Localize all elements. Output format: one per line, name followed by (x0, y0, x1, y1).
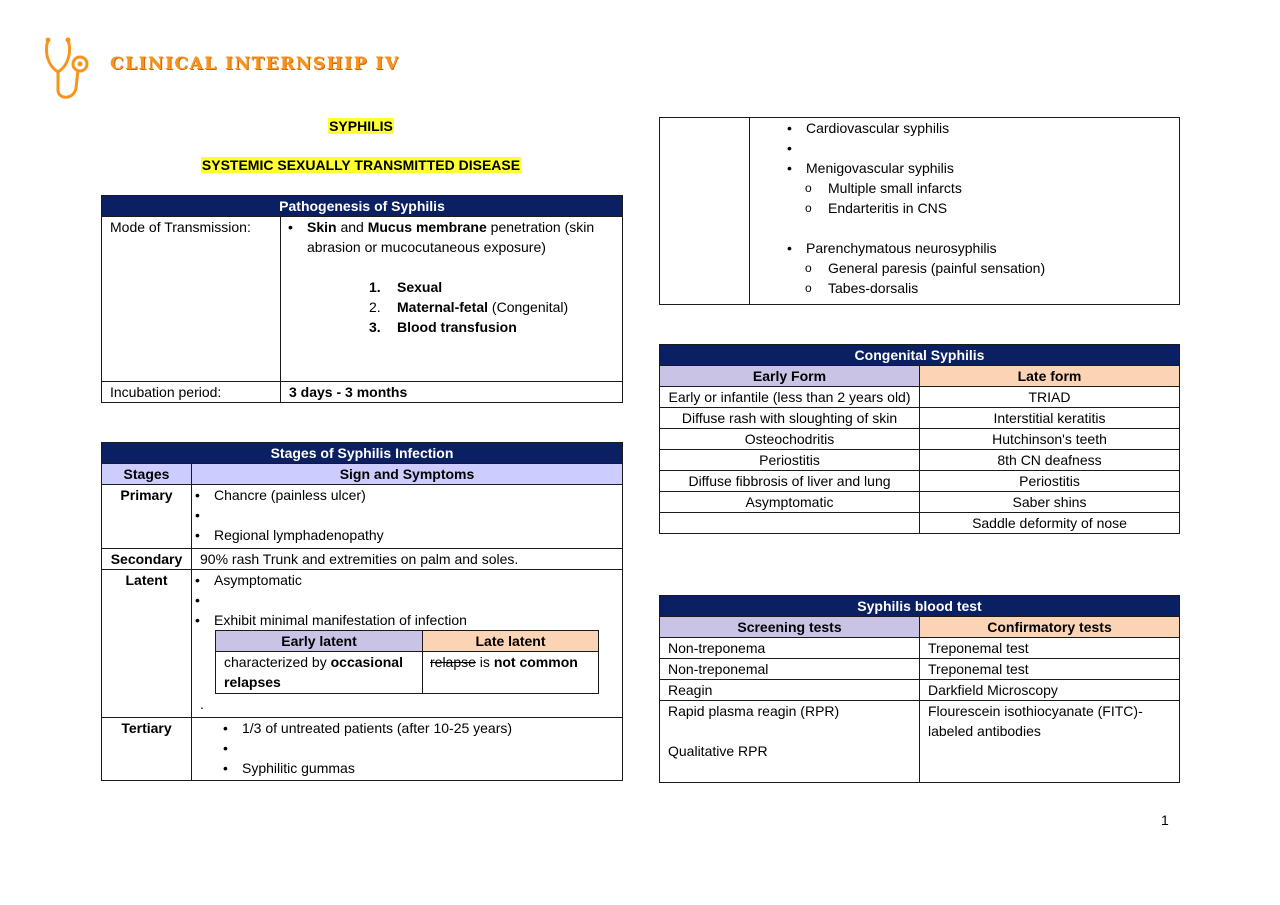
route-item: 1. Sexual (369, 279, 443, 295)
blood-test-title: Syphilis blood test (660, 596, 1180, 617)
tertiary-continuation-table (659, 117, 1180, 305)
incubation-label: Incubation period: (102, 382, 281, 403)
tertiary-form: • Cardiovascular syphilis (780, 118, 1179, 138)
incubation-value: 3 days - 3 months (281, 382, 623, 403)
route-item: 2. Maternal-fetal (Congenital) (369, 299, 569, 315)
late-form-header: Late form (920, 366, 1180, 387)
page-subtitle: SYSTEMIC SEXUALLY TRANSMITTED DISEASE (201, 157, 521, 173)
primary-signs: • Chancre (painless ulcer) • • Regional lymphadenopathy (192, 485, 623, 549)
early-latent-header: Early latent (216, 631, 423, 652)
stages-title: Stages of Syphilis Infection (102, 443, 623, 464)
late-latent-header: Late latent (423, 631, 599, 652)
early-latent-text: characterized by occasional relapses (216, 652, 423, 694)
stages-col-header: Stages (102, 464, 192, 485)
table-row: Periostitis 8th CN deafness (660, 450, 1180, 471)
header-title: CLINICAL INTERNSHIP IV (110, 54, 400, 74)
latent-subtable (215, 630, 599, 694)
mode-bullet: • Skin and Mucus membrane penetration (skin abrasion or mucocutaneous exposure) (281, 217, 618, 257)
signs-col-header: Sign and Symptoms (192, 464, 623, 485)
table-row: Rapid plasma reagin (RPR) Qualitative RPR Flourescein isothiocyanate (FITC)-labeled antibodies (660, 701, 1180, 783)
late-latent-text: relapse is not common (423, 652, 599, 694)
mode-label: Mode of Transmission: (102, 217, 281, 382)
stage-primary: Primary (102, 485, 192, 549)
screening-header: Screening tests (660, 617, 920, 638)
document-header (42, 32, 442, 104)
tertiary-form: • Menigovascular syphilis (780, 158, 1179, 178)
route-item: 3. Blood transfusion (369, 319, 517, 335)
table-row: Non-treponemal Treponemal test (660, 659, 1180, 680)
tertiary-signs: • 1/3 of untreated patients (after 10-25 years) • • Syphilitic gummas (192, 718, 623, 781)
table-row: Reagin Darkfield Microscopy (660, 680, 1180, 701)
stage-latent: Latent (102, 570, 192, 718)
tertiary-form: • Parenchymatous neurosyphilis (780, 238, 1179, 258)
stage-secondary: Secondary (102, 549, 192, 570)
table-row: Asymptomatic Saber shins (660, 492, 1180, 513)
table-row: Diffuse rash with sloughting of skin Interstitial keratitis (660, 408, 1180, 429)
confirmatory-header: Confirmatory tests (920, 617, 1180, 638)
pathogenesis-title: Pathogenesis of Syphilis (102, 196, 623, 217)
congenital-table (659, 344, 1180, 534)
page-title: SYPHILIS (329, 118, 393, 134)
stethoscope-icon (42, 32, 102, 104)
early-form-header: Early Form (660, 366, 920, 387)
table-row: Early or infantile (less than 2 years old) TRIAD (660, 387, 1180, 408)
table-row: Diffuse fibbrosis of liver and lung Periostitis (660, 471, 1180, 492)
stages-table (101, 442, 623, 781)
tertiary-forms: • Cardiovascular syphilis • • Menigovascular syphilis o Multiple small infarcts o Endarteritis in CNS • Parenchymatous neurosyphilis o General paresis (painful sensation) o Tabes-dorsalis (750, 118, 1180, 305)
table-row: Non-treponema Treponemal test (660, 638, 1180, 659)
table-row: Saddle deformity of nose (660, 513, 1180, 534)
congenital-title: Congenital Syphilis (660, 345, 1180, 366)
page-number: 1 (1161, 812, 1169, 828)
mode-content (281, 217, 623, 382)
stage-tertiary: Tertiary (102, 718, 192, 781)
latent-signs: • Asymptomatic • • Exhibit minimal manifestation of infection Early latent Late latent characterized by occasional relapses relapse is not common . (192, 570, 623, 718)
blood-test-table (659, 595, 1180, 783)
pathogenesis-table (101, 195, 623, 403)
secondary-signs: 90% rash Trunk and extremities on palm and soles. (192, 549, 623, 570)
table-row: Osteochodritis Hutchinson's teeth (660, 429, 1180, 450)
